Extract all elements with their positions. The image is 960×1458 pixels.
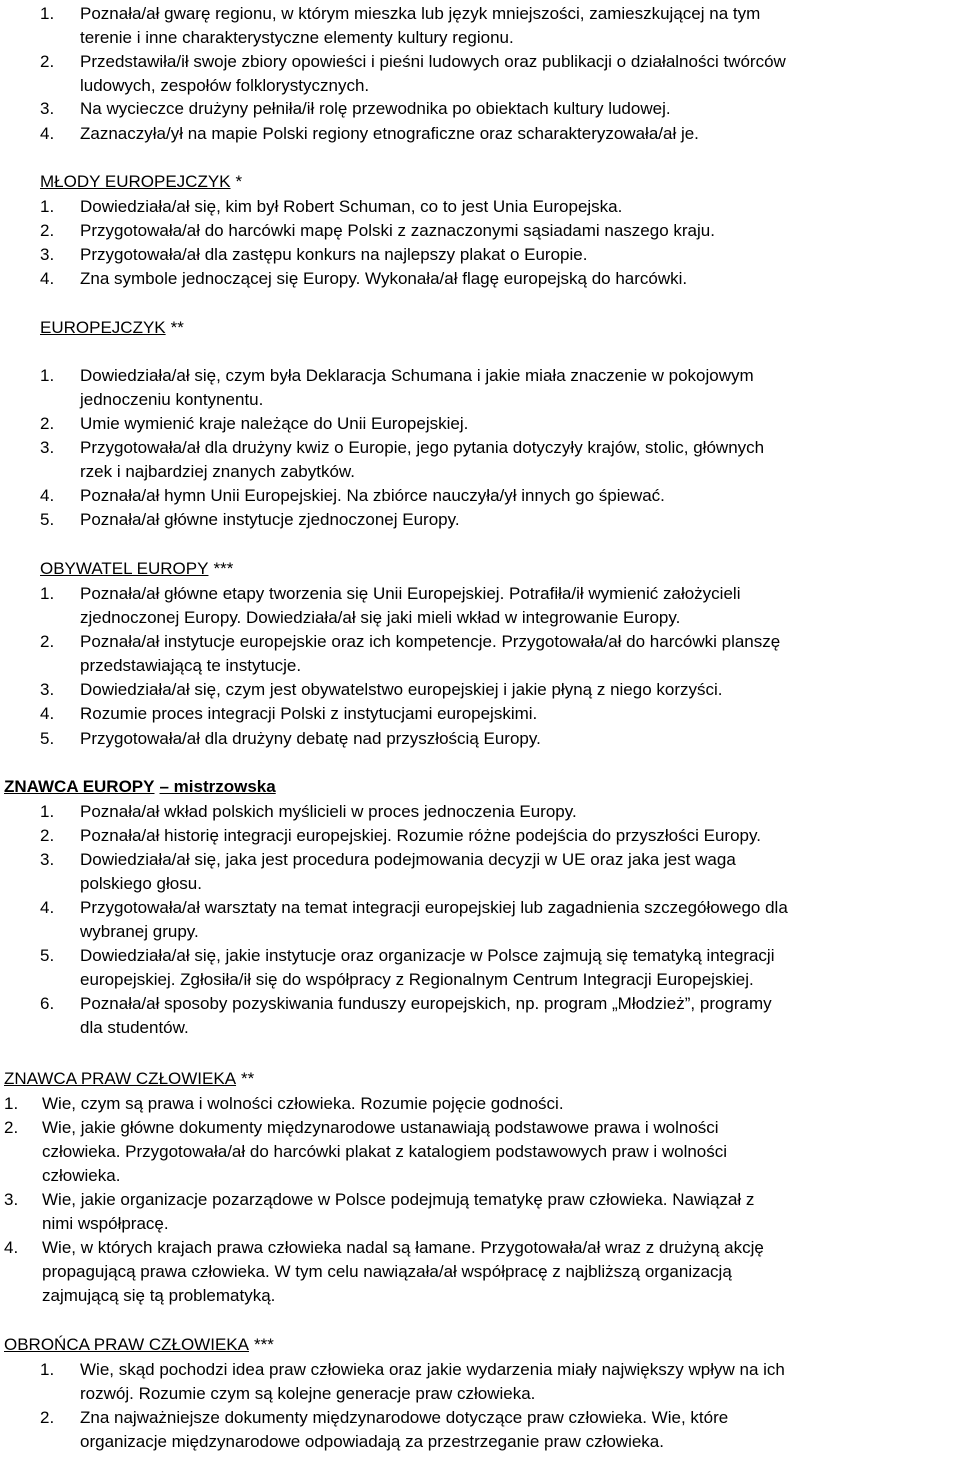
item-text: Poznała/ał historię integracji europejskiej. Rozumie różne podejścia do przyszłości Europy. <box>80 826 761 845</box>
item-number: 2. <box>40 1408 55 1427</box>
badge-stars: * <box>235 172 243 191</box>
item-text: Wie, skąd pochodzi idea praw człowieka oraz jakie wydarzenia miały największy wpływ na ich <box>80 1360 785 1379</box>
badge-level: – mistrzowska <box>159 777 276 796</box>
list-item <box>40 436 960 484</box>
badge-stars: ** <box>241 1069 255 1088</box>
list-item <box>40 1406 960 1454</box>
item-number: 5. <box>40 946 55 965</box>
section-heading: OBROŃCA PRAW CZŁOWIEKA *** <box>4 1333 274 1357</box>
list-item <box>40 364 960 412</box>
item-text: propagującą prawa człowieka. W tym celu nawiązała/ał współpracę z najbliższą organizacją <box>42 1262 732 1281</box>
item-text: wybranej grupy. <box>80 922 199 941</box>
item-text: Przygotowała/ał dla drużyny kwiz o Europie, jego pytania dotyczyły krajów, stolic, głównych <box>80 438 765 457</box>
item-text: Wie, w których krajach prawa człowieka nadal są łamane. Przygotowała/ał wraz z drużyną akcję <box>42 1238 764 1257</box>
item-text: polskiego głosu. <box>80 874 202 893</box>
item-number: 2. <box>40 414 55 433</box>
section-heading: MŁODY EUROPEJCZYK * <box>40 170 242 194</box>
list-item <box>40 50 960 98</box>
item-text: Umie wymienić kraje należące do Unii Europejskiej. <box>80 414 469 433</box>
item-number: 1. <box>40 802 55 821</box>
list-item <box>40 848 960 896</box>
item-number: 2. <box>40 221 55 240</box>
list-item <box>40 219 960 243</box>
section-heading: ZNAWCA EUROPY – mistrzowska <box>4 775 276 799</box>
item-text: zjednoczonej Europy. Dowiedziała/ał się jaki mieli wkład w integrowanie Europy. <box>80 608 681 627</box>
item-text: Rozumie proces integracji Polski z instytucjami europejskimi. <box>80 704 538 723</box>
list-item <box>40 630 960 678</box>
item-text: przedstawiającą te instytucje. <box>80 656 302 675</box>
item-text: Wie, jakie główne dokumenty międzynarodowe ustanawiają podstawowe prawa i wolności <box>42 1118 719 1137</box>
section-heading: EUROPEJCZYK ** <box>40 316 184 340</box>
item-number: 6. <box>40 994 55 1013</box>
list-item <box>40 508 960 532</box>
item-text: nimi współpracę. <box>42 1214 169 1233</box>
item-text: Na wycieczce drużyny pełniła/ił rolę przewodnika po obiektach kultury ludowej. <box>80 99 671 118</box>
item-number: 1. <box>40 584 55 603</box>
item-text: Przygotowała/ał do harcówki mapę Polski z zaznaczonymi sąsiadami naszego kraju. <box>80 221 715 240</box>
item-text: Poznała/ał instytucje europejskie oraz ich kompetencje. Przygotowała/ał do harcówki planszę <box>80 632 781 651</box>
item-text: Poznała/ał gwarę regionu, w którym mieszka lub język mniejszości, zamieszkującej na tym <box>80 4 761 23</box>
item-number: 4. <box>40 269 55 288</box>
item-text: Zna symbole jednoczącej się Europy. Wykonała/ał flagę europejską do harcówki. <box>80 269 688 288</box>
list-item <box>40 992 960 1040</box>
list-item <box>40 267 960 291</box>
item-text: Dowiedziała/ał się, jaka jest procedura podejmowania decyzji w UE oraz jaka jest waga <box>80 850 736 869</box>
item-number: 3. <box>40 99 55 118</box>
item-number: 1. <box>4 1094 19 1113</box>
item-text: Dowiedziała/ał się, czym jest obywatelstwo europejskiej i jakie płyną z niego korzyści. <box>80 680 723 699</box>
item-text: rzek i najbardziej znanych zabytków. <box>80 462 355 481</box>
item-text: Poznała/ał hymn Unii Europejskiej. Na zbiórce nauczyła/ył innych go śpiewać. <box>80 486 665 505</box>
item-number: 4. <box>40 124 55 143</box>
list-item <box>40 1358 960 1406</box>
item-number: 4. <box>4 1238 19 1257</box>
section-heading: ZNAWCA PRAW CZŁOWIEKA ** <box>4 1067 254 1091</box>
item-text: organizacje międzynarodowe odpowiadają za przestrzeganie praw człowieka. <box>80 1432 664 1451</box>
item-text: Przygotowała/ał warsztaty na temat integracji europejskiej lub zagadnienia szczegółowego dla <box>80 898 788 917</box>
item-number: 4. <box>40 704 55 723</box>
list-item <box>4 1092 960 1116</box>
item-text: Przygotowała/ał dla zastępu konkurs na najlepszy plakat o Europie. <box>80 245 588 264</box>
list-item <box>40 678 960 702</box>
item-number: 3. <box>4 1190 19 1209</box>
list-item <box>40 800 960 824</box>
item-number: 1. <box>40 4 55 23</box>
item-text: Wie, czym są prawa i wolności człowieka. Rozumie pojęcie godności. <box>42 1094 564 1113</box>
item-text: Poznała/ał główne instytucje zjednoczonej Europy. <box>80 510 460 529</box>
item-text: Dowiedziała/ał się, czym była Deklaracja Schumana i jakie miała znaczenie w pokojowym <box>80 366 754 385</box>
list-item <box>40 896 960 944</box>
item-number: 4. <box>40 898 55 917</box>
item-number: 2. <box>4 1118 19 1137</box>
item-number: 3. <box>40 438 55 457</box>
list-item <box>40 582 960 630</box>
item-text: Przygotowała/ał dla drużyny debatę nad przyszłością Europy. <box>80 729 541 748</box>
item-text: Zaznaczyła/ył na mapie Polski regiony etnograficzne oraz scharakteryzowała/ał je. <box>80 124 699 143</box>
item-text: Zna najważniejsze dokumenty międzynarodowe dotyczące praw człowieka. Wie, które <box>80 1408 729 1427</box>
item-number: 1. <box>40 366 55 385</box>
item-number: 3. <box>40 680 55 699</box>
item-text: zajmującą się tą problematyką. <box>42 1286 276 1305</box>
section-heading: OBYWATEL EUROPY *** <box>40 557 233 581</box>
item-number: 1. <box>40 1360 55 1379</box>
list-item <box>40 122 960 146</box>
item-text: Przedstawiła/ił swoje zbiory opowieści i pieśni ludowych oraz publikacji o działalności twórców <box>80 52 786 71</box>
item-number: 3. <box>40 245 55 264</box>
item-number: 2. <box>40 52 55 71</box>
list-item <box>40 727 960 751</box>
list-item <box>40 243 960 267</box>
item-text: Poznała/ał wkład polskich myślicieli w proces jednoczenia Europy. <box>80 802 577 821</box>
list-item <box>40 702 960 726</box>
badge-stars: *** <box>213 559 234 578</box>
item-text: jednoczeniu kontynentu. <box>80 390 264 409</box>
item-text: Poznała/ał sposoby pozyskiwania funduszy europejskich, np. program „Młodzież”, programy <box>80 994 772 1013</box>
list-item <box>4 1188 960 1236</box>
list-item <box>40 97 960 121</box>
item-text: Dowiedziała/ał się, kim był Robert Schuman, co to jest Unia Europejska. <box>80 197 623 216</box>
list-item <box>4 1116 960 1188</box>
item-number: 3. <box>40 850 55 869</box>
item-text: Poznała/ał główne etapy tworzenia się Unii Europejskiej. Potrafiła/ił wymienić założycieli <box>80 584 741 603</box>
item-text: dla studentów. <box>80 1018 189 1037</box>
item-number: 4. <box>40 486 55 505</box>
badge-stars: ** <box>170 318 184 337</box>
item-text: terenie i inne charakterystyczne elementy kultury regionu. <box>80 28 514 47</box>
item-text: człowieka. <box>42 1166 121 1185</box>
item-text: Dowiedziała/ał się, jakie instytucje oraz organizacje w Polsce zajmują się tematyką integracji <box>80 946 775 965</box>
item-text: człowieka. Przygotowała/ał do harcówki plakat z katalogiem podstawowych praw i wolności <box>42 1142 728 1161</box>
badge-stars: *** <box>253 1335 274 1354</box>
list-item <box>40 944 960 992</box>
list-item <box>4 1236 960 1308</box>
list-item <box>40 484 960 508</box>
item-text: rozwój. Rozumie czym są kolejne generacje praw człowieka. <box>80 1384 536 1403</box>
list-item <box>40 195 960 219</box>
item-number: 2. <box>40 632 55 651</box>
item-text: ludowych, zespołów folklorystycznych. <box>80 76 370 95</box>
list-item <box>40 2 960 50</box>
item-number: 5. <box>40 729 55 748</box>
item-number: 5. <box>40 510 55 529</box>
item-number: 2. <box>40 826 55 845</box>
item-text: Wie, jakie organizacje pozarządowe w Polsce podejmują tematykę praw człowieka. Nawiązał z <box>42 1190 755 1209</box>
item-text: europejskiej. Zgłosiła/ił się do współpracy z Regionalnym Centrum Integracji Europejskiej. <box>80 970 754 989</box>
list-item <box>40 412 960 436</box>
list-item <box>40 824 960 848</box>
item-number: 1. <box>40 197 55 216</box>
